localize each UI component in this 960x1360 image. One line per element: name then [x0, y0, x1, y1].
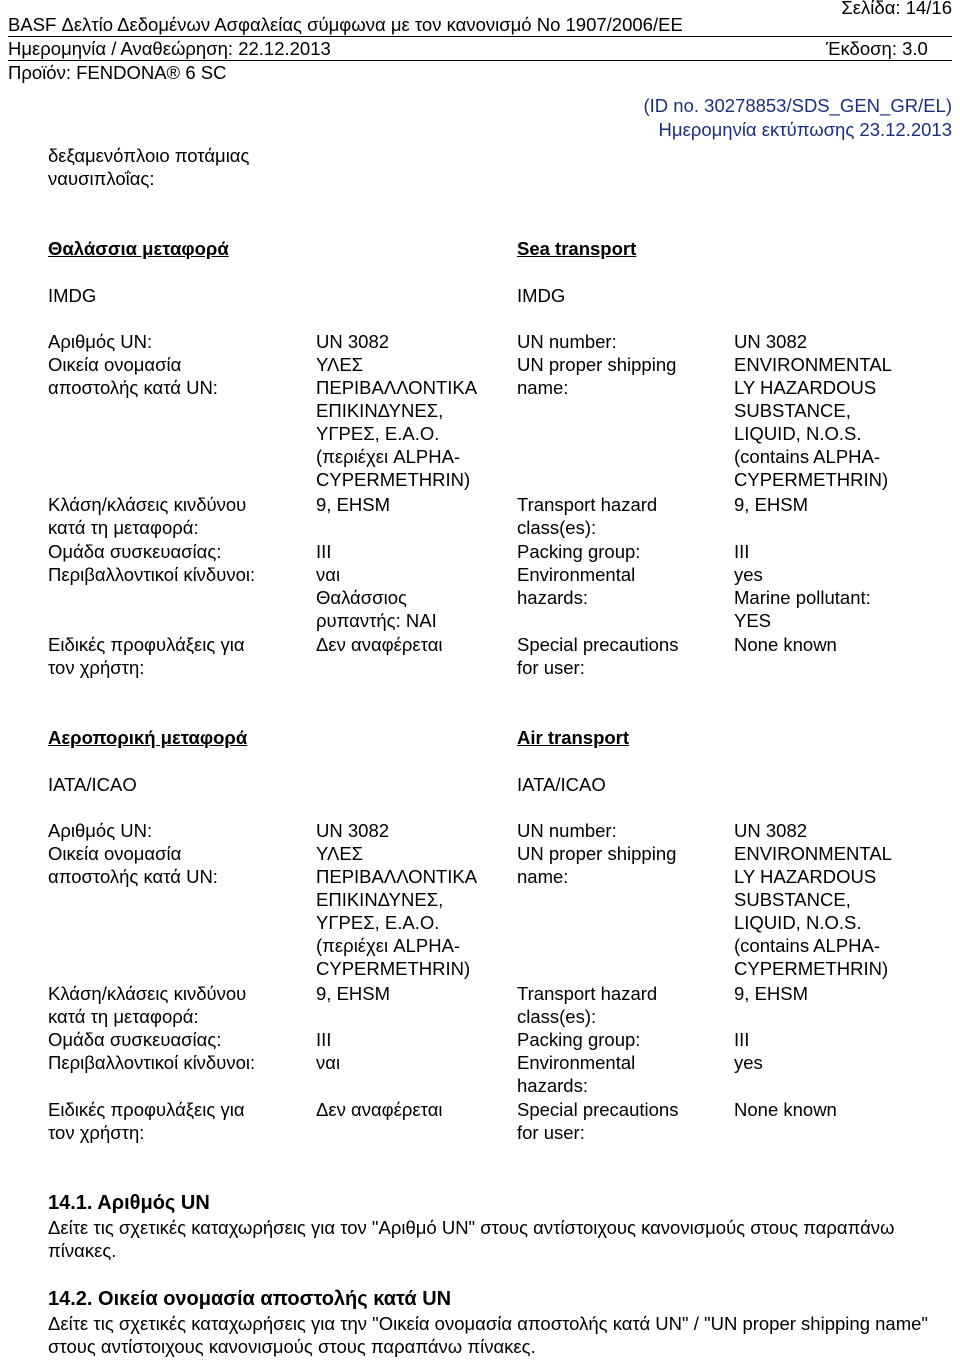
row-value-gr: 9, EHSM	[316, 983, 391, 1004]
row-value-gr: ναι	[316, 1052, 341, 1073]
row-value-gr: III	[316, 1029, 332, 1050]
header-print-row	[8, 118, 952, 141]
row-label-en: Packing group:	[517, 1029, 641, 1050]
row-value-en: None known	[734, 634, 837, 655]
row-label-en: Packing group:	[517, 541, 641, 562]
row-value-gr: ναι Θαλάσσιος ρυπαντής: ΝΑΙ	[316, 564, 437, 631]
sea-heading-gr: Θαλάσσια μεταφορά	[48, 238, 229, 259]
row-label-en: UN number:	[517, 820, 617, 841]
row-label-en: Transport hazard class(es):	[517, 983, 658, 1027]
revision-date: Ημερομηνία / Αναθεώρηση: 22.12.2013	[8, 38, 331, 59]
section-14-2-text: Δείτε τις σχετικές καταχωρήσεις για την "Οικεία ονομασία αποστολής κατά UN" / "UN proper shipping name" στους αντίστοιχους κανονισμούς στους παραπάνω πίνακες.	[48, 1313, 928, 1357]
row-label-en: Environmental hazards:	[517, 1052, 636, 1096]
row-value-en: yes Marine pollutant: YES	[734, 564, 871, 631]
row-value-en: yes	[734, 1052, 763, 1073]
header-revision-row	[8, 37, 952, 60]
row-label-gr: Ειδικές προφυλάξεις για τον χρήστη:	[48, 634, 245, 678]
row-label-gr: Περιβαλλοντικοί κίνδυνοι:	[48, 564, 256, 585]
doc-title: BASF Δελτίο Δεδομένων Ασφαλείας σύμφωνα με τον κανονισμό Νο 1907/2006/ΕΕ	[8, 14, 683, 35]
product-name: Προϊόν: FENDONA® 6 SC	[8, 62, 227, 83]
sea-heading-en: Sea transport	[517, 238, 637, 259]
row-value-gr: ΥΛΕΣ ΠΕΡΙΒΑΛΛΟΝΤΙΚΑ ΕΠΙΚΙΝΔΥΝΕΣ, ΥΓΡΕΣ, Ε.Α.Ο. (περιέχει ALPHA- CYPERMETHRIN)	[316, 354, 478, 490]
row-value-gr: UN 3082	[316, 820, 390, 841]
row-label-gr: Περιβαλλοντικοί κίνδυνοι:	[48, 1052, 256, 1073]
print-date: Ημερομηνία εκτύπωσης 23.12.2013	[658, 119, 952, 140]
section-14-1-text: Δείτε τις σχετικές καταχωρήσεις για τον "Αριθμό UN" στους αντίστοιχους κανονισμούς στους παραπάνω πίνακες.	[48, 1217, 895, 1261]
row-label-en: Special precautions for user:	[517, 634, 679, 678]
header-id-row	[8, 94, 952, 117]
row-value-en: III	[734, 1029, 750, 1050]
row-label-en: Transport hazard class(es):	[517, 494, 658, 538]
inland-waterway-label: δεξαμενόπλοιο ποτάμιας ναυσιπλοΐας:	[48, 145, 250, 189]
row-label-gr: Αριθμός UN:	[48, 331, 153, 352]
section-14-2-title: 14.2. Οικεία ονομασία αποστολής κατά UN	[48, 1288, 452, 1310]
row-label-en: UN proper shipping name:	[517, 354, 677, 398]
row-label-en: Environmental hazards:	[517, 564, 636, 608]
row-label-en: UN proper shipping name:	[517, 843, 677, 887]
row-label-gr: Αριθμός UN:	[48, 820, 153, 841]
page-number: Σελίδα: 14/16	[841, 0, 952, 18]
row-value-en: 9, EHSM	[734, 494, 809, 515]
air-code-en: IATA/ICAO	[517, 774, 606, 795]
row-value-en: III	[734, 541, 750, 562]
row-value-gr: Δεν αναφέρεται	[316, 1099, 443, 1120]
row-value-en: None known	[734, 1099, 837, 1120]
header-title-row	[8, 13, 952, 36]
section-14-1-title: 14.1. Αριθμός UN	[48, 1192, 210, 1214]
row-value-en: UN 3082	[734, 820, 808, 841]
row-value-gr: 9, EHSM	[316, 494, 391, 515]
row-value-en: ENVIRONMENTAL LY HAZARDOUS SUBSTANCE, LIQUID, N.O.S. (contains ALPHA- CYPERMETHRIN)	[734, 354, 892, 490]
row-value-en: UN 3082	[734, 331, 808, 352]
id-number: (ID no. 30278853/SDS_GEN_GR/EL)	[643, 95, 952, 116]
air-heading-en: Air transport	[517, 727, 630, 748]
air-heading-gr: Αεροπορική μεταφορά	[48, 727, 248, 748]
row-value-en: ENVIRONMENTAL LY HAZARDOUS SUBSTANCE, LIQUID, N.O.S. (contains ALPHA- CYPERMETHRIN)	[734, 843, 892, 979]
edition: Έκδοση: 3.0	[826, 38, 928, 59]
row-value-gr: III	[316, 541, 332, 562]
sea-code-en: IMDG	[517, 285, 566, 306]
sea-code-gr: IMDG	[48, 285, 97, 306]
row-label-en: Special precautions for user:	[517, 1099, 679, 1143]
row-value-gr: Δεν αναφέρεται	[316, 634, 443, 655]
row-value-gr: UN 3082	[316, 331, 390, 352]
row-value-gr: ΥΛΕΣ ΠΕΡΙΒΑΛΛΟΝΤΙΚΑ ΕΠΙΚΙΝΔΥΝΕΣ, ΥΓΡΕΣ, Ε.Α.Ο. (περιέχει ALPHA- CYPERMETHRIN)	[316, 843, 478, 979]
header-product-row	[8, 61, 952, 84]
air-code-gr: IATA/ICAO	[48, 774, 137, 795]
row-label-gr: Οικεία ονομασία αποστολής κατά UN:	[48, 354, 218, 398]
row-label-gr: Οικεία ονομασία αποστολής κατά UN:	[48, 843, 218, 887]
row-label-en: UN number:	[517, 331, 617, 352]
row-label-gr: Ειδικές προφυλάξεις για τον χρήστη:	[48, 1099, 245, 1143]
row-label-gr: Κλάση/κλάσεις κινδύνου κατά τη μεταφορά:	[48, 494, 247, 538]
row-label-gr: Ομάδα συσκευασίας:	[48, 541, 222, 562]
row-label-gr: Ομάδα συσκευασίας:	[48, 1029, 222, 1050]
row-label-gr: Κλάση/κλάσεις κινδύνου κατά τη μεταφορά:	[48, 983, 247, 1027]
row-value-en: 9, EHSM	[734, 983, 809, 1004]
